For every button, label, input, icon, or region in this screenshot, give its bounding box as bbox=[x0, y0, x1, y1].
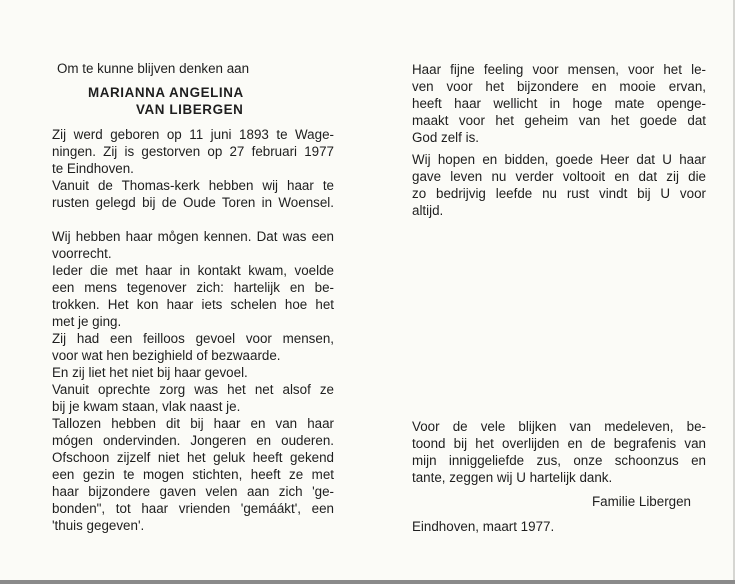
text-line: Tallozen hebben dit bij haar en van haar bbox=[52, 416, 334, 431]
scan-edge bbox=[0, 580, 735, 584]
place-date: Eindhoven, maart 1977. bbox=[412, 519, 555, 534]
text-line: voorrecht. bbox=[52, 246, 112, 261]
text-line: met je ging. bbox=[52, 314, 122, 329]
text-line: Ieder die met haar in kontakt kwam, voelde bbox=[52, 263, 334, 278]
text-line: Vanuit de Thomas-kerk hebben wij haar te bbox=[52, 178, 334, 193]
text-line: Wij hopen en bidden, goede Heer dat U haar bbox=[412, 152, 706, 167]
text-line: bij je kwam staan, vlak naast je. bbox=[52, 399, 241, 414]
deceased-name-line-2: VAN LIBERGEN bbox=[136, 102, 244, 117]
text-line: ningen. Zij is gestorven op 27 februari 1977 bbox=[52, 144, 334, 159]
text-line: mógen ondervinden. Jongeren en ouderen. bbox=[52, 433, 334, 448]
text-line: trokken. Het kon haar iets schelen hoe het bbox=[52, 297, 334, 312]
text-line: altijd. bbox=[412, 203, 444, 218]
text-line: God zelf is. bbox=[412, 130, 479, 145]
text-line: Haar fijne feeling voor mensen, voor het le- bbox=[412, 62, 706, 77]
text-line: Zij werd geboren op 11 juni 1893 te Wage- bbox=[52, 127, 334, 142]
text-line: bonden", tot haar vrienden 'gemáákt', een bbox=[52, 501, 334, 516]
text-line: een gezin te mogen stichten, heeft ze met bbox=[52, 467, 334, 482]
text-line: haar bijzondere gaven velen aan zich 'ge- bbox=[52, 484, 334, 499]
text-line: tante, zeggen wij U hartelijk dank. bbox=[412, 470, 613, 485]
text-line: gave leven nu verder voltooit en dat zij die bbox=[412, 169, 706, 184]
text-line: Zij had een feilloos gevoel voor mensen, bbox=[52, 331, 334, 346]
text-line: 'thuis gegeven'. bbox=[52, 518, 145, 533]
text-line: zo bedrijvig leefde nu rust vindt bij U voor bbox=[412, 186, 706, 201]
text-line: heeft haar wellicht in hoge mate openge- bbox=[412, 96, 706, 111]
text-line: En zij liet het niet bij haar gevoel. bbox=[52, 365, 248, 380]
intro-line: Om te kunne blijven denken aan bbox=[57, 61, 250, 76]
text-line: Vanuit oprechte zorg was het net alsof ze bbox=[52, 382, 334, 397]
text-line: te Eindhoven. bbox=[52, 161, 134, 176]
text-line: Voor de vele blijken van medeleven, be- bbox=[412, 419, 706, 434]
text-line: maakt voor het geheim van het goede dat bbox=[412, 113, 706, 128]
text-line: rusten gelegd bij de Oude Toren in Woensel. bbox=[52, 195, 334, 210]
text-line: toond bij het overlijden en de begrafenis van bbox=[412, 436, 706, 451]
text-line: mijn inniggeliefde zus, onze schoonzus en bbox=[412, 453, 706, 468]
text-line: een mens tegenover zich: hartelijk en be- bbox=[52, 280, 334, 295]
text-line: Ofschoon zijzelf niet het geluk heeft gekend bbox=[52, 450, 334, 465]
deceased-name-line-1: MARIANNA ANGELINA bbox=[88, 85, 244, 100]
text-line: Wij hebben haar mo̊gen kennen. Dat was een bbox=[52, 229, 334, 244]
text-line: voor wat hen bezighield of bezwaarde. bbox=[52, 348, 281, 363]
text-line: ven voor het bijzondere en mooie ervan, bbox=[412, 79, 706, 94]
signature: Familie Libergen bbox=[592, 494, 691, 509]
